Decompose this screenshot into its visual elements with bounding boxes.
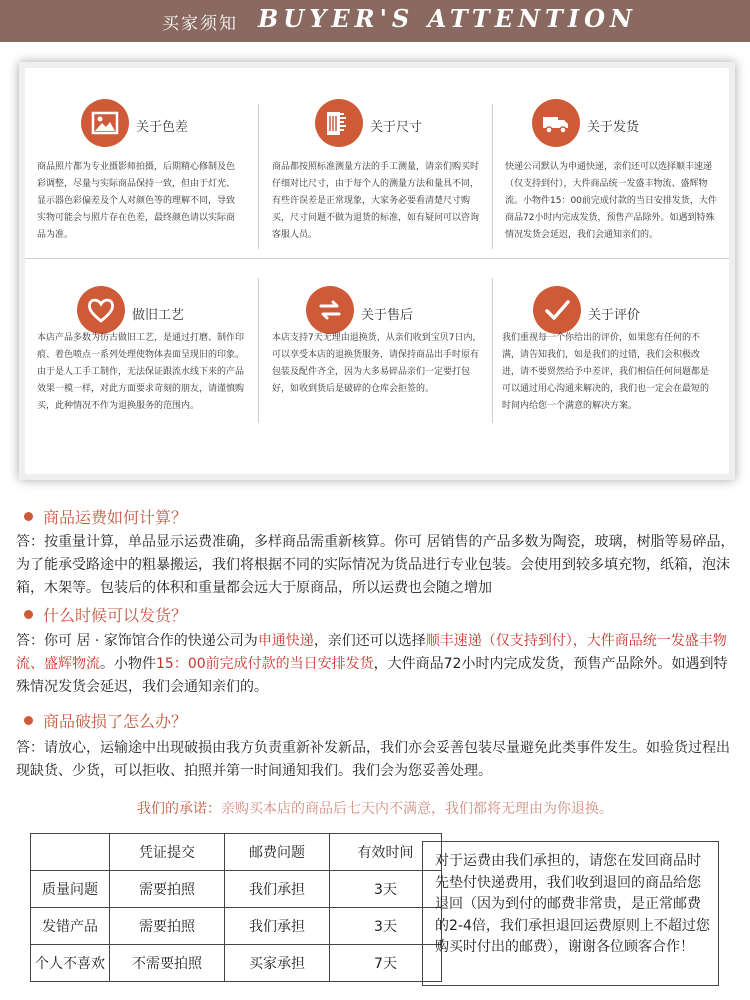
section-title: 关于色差 — [136, 120, 189, 135]
info-card-inner — [25, 68, 729, 474]
return-shipping-note: 对于运费由我们承担的，请您在发回商品时先垫付快递费用，我们收到退回的商品给您退回（因为到付的邮费非常贵，是正常邮费的2-4倍，我们承担退回运费原则上不超过您购买时付出的邮费），谢谢各位顾客合作！ — [422, 841, 719, 986]
table-cell: 3天 — [330, 908, 442, 945]
table-cell: 需要拍照 — [110, 908, 225, 945]
table-cell: 需要拍照 — [110, 871, 225, 908]
divider — [492, 104, 493, 249]
answer-highlight: 顺丰速递（仅支持到付），大件商品统一发盛丰物流、盛辉物流 — [16, 633, 727, 672]
answer-highlight: 15：00前完成付款的当日安排发货 — [156, 656, 374, 672]
table-cell: 发错产品 — [31, 908, 110, 945]
question-text: 什么时候可以发货？ — [43, 606, 188, 625]
answer-text: 。小物件 — [100, 656, 156, 672]
answer-ship-time — [16, 630, 738, 699]
section-text: 商品照片都为专业摄影师拍摄，后期精心修制及色彩调整，尽量与实际商品保持一致，但由于灯光、显示器色彩偏差及个人对颜色等的理解不同，导致实物可能会与照片存在色差，最终颜色请以实际商品为准。 — [37, 162, 236, 240]
table-cell: 我们承担 — [225, 908, 330, 945]
table-row — [31, 871, 442, 908]
table-row — [31, 945, 442, 982]
promise-text: 亲购买本店的商品后七天内不满意，我们都将无理由为你退换。 — [221, 801, 613, 817]
table-header-cell: 有效时间 — [330, 834, 442, 871]
table-cell: 买家承担 — [225, 945, 330, 982]
divider — [258, 278, 259, 423]
table-header-cell: 凭证提交 — [110, 834, 225, 871]
section-title: 关于评价 — [588, 308, 641, 323]
header-banner — [0, 0, 750, 42]
answer-text: 答：你可 居 · 家饰馆合作的快递公司为 — [16, 633, 258, 649]
answer-text: ，大件商品72小时内完成发货，预售产品除外。如遇到特殊情况发货会延迟，我们会通知亲们的。 — [16, 656, 728, 695]
return-policy-table — [30, 833, 442, 982]
table-header-cell — [31, 834, 110, 871]
divider — [258, 104, 259, 249]
header-title-en: BUYER'S ATTENTION — [258, 4, 637, 33]
table-cell: 3天 — [330, 871, 442, 908]
table-header-cell: 邮费问题 — [225, 834, 330, 871]
divider — [492, 278, 493, 423]
section-text: 我们重视每一个你给出的评价，如果您有任何的不满，请告知我们，如是我们的过错，我们会积极改进，请不要贸然给予中差评，我们相信任何问题都是可以通过用心沟通来解决的，我们也一定会在最短的时间内给您一个满意的解决方案。 — [502, 333, 710, 411]
exchange-icon — [306, 286, 354, 334]
truck-icon — [532, 99, 580, 147]
table-row — [31, 908, 442, 945]
answer-damaged: 答：请放心，运输途中出现破损由我方负责重新补发新品，我们亦会妥善包装尽量避免此类事件发生。如验货过程出现缺货、少货，可以拒收、拍照并第一时间通知我们。我们会为您妥善处理。 — [16, 740, 730, 779]
table-cell: 个人不喜欢 — [31, 945, 110, 982]
answer-highlight: 申通快递 — [257, 633, 314, 649]
table-header-row — [31, 834, 442, 871]
promise-label: 我们的承诺： — [137, 801, 221, 817]
heart-icon — [77, 286, 125, 334]
answer-shipping-fee: 答：按重量计算，单品显示运费准确，多样商品需重新核算。你可 居销售的产品多数为陶瓷，玻璃，树脂等易碎品，为了能承受路途中的粗暴搬运，我们将根据不同的实际情况为货品进行专业包装。会使用到较多填充物，纸箱，泡沫箱，木架等。包装后的体积和重量都会远大于原商品，所以运费也会随之增加 — [16, 534, 735, 596]
table-cell: 7天 — [330, 945, 442, 982]
answer-text: ，亲们还可以选择 — [313, 633, 426, 649]
section-text: 商品都按照标准测量方法的手工测量，请亲们购买时仔细对比尺寸，由于每个人的测量方法和量具不同，有些许误差是正常现象，大家务必要看清楚尺寸购买，尺寸问题不做为退货的标准，如有疑问可以咨询客服人员。 — [272, 162, 480, 240]
info-card — [19, 62, 735, 480]
section-text: 本店产品多数为仿古做旧工艺，是通过打磨、制作印痕、着色喷点一系列处理使物体表面呈现旧的印象。由于是人工手工制作，无法保证跟流水线下来的产品效果一模一样，对此方面要求苛刻的朋友，请谨慎购买，此种情况不作为退换服务的范围内。 — [37, 333, 245, 411]
bullet-icon — [24, 512, 33, 521]
check-icon — [533, 286, 581, 334]
section-text: 快递公司默认为申通快递，亲们还可以选择顺丰速递（仅支持到付），大件商品统一发盛丰物流、盛辉物流。小物件15：00前完成付款的当日安排发货，大件商品72小时内完成发货，预售产品除外。如遇到特殊情况发货会延迟，我们会通知亲们的。 — [505, 162, 717, 240]
question-damaged — [24, 709, 187, 732]
section-text: 本店支持7天无理由退换货，从亲们收到宝贝7日内，可以享受本店的退换货服务，请保持商品出手时原有包装及配件齐全，因为大多易碎品亲们一定要打包好，如收到货后是破碎的仓库会拒签的。 — [272, 333, 482, 394]
table-cell: 我们承担 — [225, 871, 330, 908]
table-cell: 质量问题 — [31, 871, 110, 908]
header-title-cn: 买家须知 — [162, 14, 238, 34]
section-title: 关于售后 — [361, 308, 414, 323]
section-title: 关于发货 — [587, 120, 640, 135]
promise-line — [0, 798, 750, 818]
question-ship-time — [24, 603, 187, 626]
bullet-icon — [24, 716, 33, 725]
section-title: 做旧工艺 — [132, 308, 185, 323]
question-text: 商品破损了怎么办？ — [43, 712, 188, 731]
photo-icon — [81, 99, 129, 147]
question-shipping-fee — [24, 505, 187, 528]
bullet-icon — [24, 610, 33, 619]
ruler-icon — [315, 99, 363, 147]
divider — [25, 258, 729, 259]
question-text: 商品运费如何计算？ — [43, 508, 188, 527]
section-title: 关于尺寸 — [370, 120, 423, 135]
table-cell: 不需要拍照 — [110, 945, 225, 982]
